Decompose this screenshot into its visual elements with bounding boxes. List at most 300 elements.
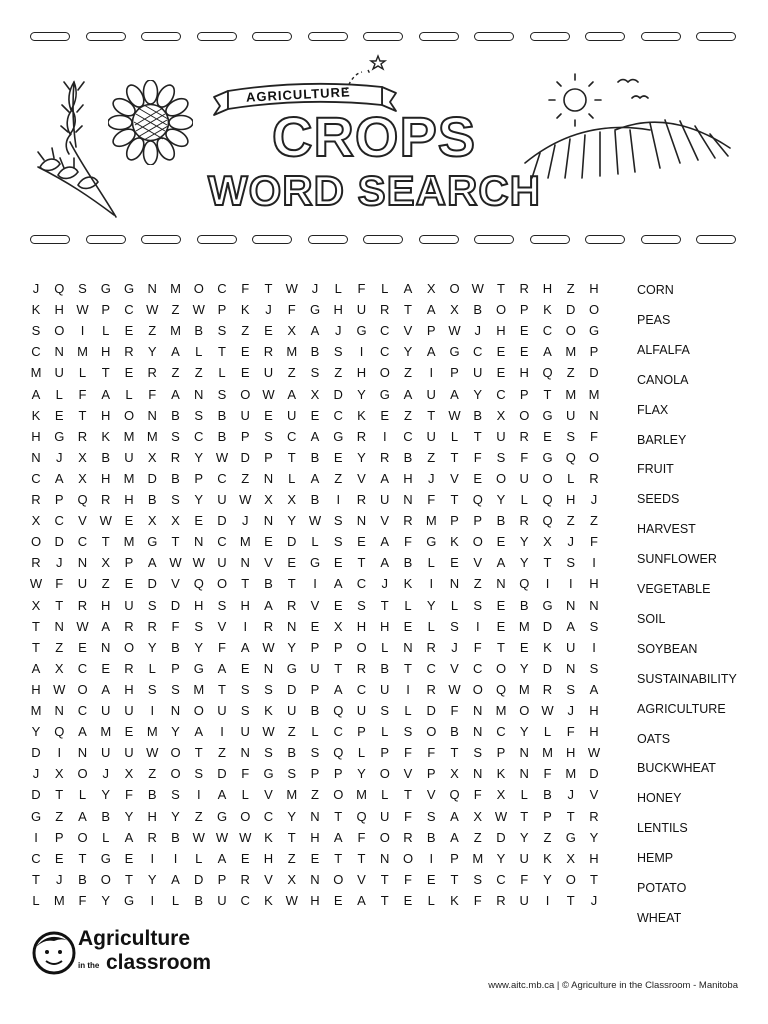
grid-letter: E [496, 534, 506, 550]
dash-segment [585, 32, 625, 41]
grid-letter: B [450, 724, 459, 740]
grid-letter: W [285, 281, 298, 296]
grid-letter: Q [565, 449, 576, 465]
grid-letter: D [217, 513, 227, 529]
grid-letter: I [545, 892, 550, 908]
grid-letter: J [102, 766, 109, 782]
grid-letter: G [379, 386, 390, 402]
grid-letter: U [263, 365, 274, 381]
grid-letter: W [494, 808, 508, 824]
grid-letter: L [102, 829, 110, 845]
grid-letter: Q [333, 703, 344, 718]
grid-letter: R [380, 302, 390, 318]
grid-letter: K [450, 892, 459, 908]
grid-letter: V [450, 470, 459, 486]
grid-letter: E [194, 513, 204, 529]
grid-letter: E [357, 534, 366, 550]
grid-letter: J [590, 492, 598, 507]
grid-letter: S [194, 618, 204, 634]
grid-letter: L [32, 892, 40, 908]
grid-letter: D [31, 745, 41, 761]
grid-letter: Y [287, 639, 297, 655]
grid-letter: L [195, 850, 203, 866]
grid-letter: U [124, 745, 134, 761]
grid-letter: U [124, 703, 134, 718]
grid-letter: Z [101, 576, 110, 592]
grid-letter: L [311, 724, 319, 740]
grid-letter: Y [101, 787, 111, 803]
grid-letter: T [404, 302, 412, 318]
grid-letter: Z [194, 365, 203, 381]
dash-segment [363, 235, 403, 244]
grid-letter: Z [334, 365, 343, 381]
grid-letter: Y [496, 492, 506, 507]
grid-letter: O [449, 281, 460, 296]
grid-letter: R [519, 513, 529, 529]
grid-letter: S [403, 724, 413, 740]
grid-letter: Q [542, 492, 553, 507]
grid-letter: E [496, 618, 506, 634]
grid-letter: X [171, 513, 180, 529]
grid-letter: E [240, 365, 250, 381]
grid-letter: X [147, 513, 157, 529]
page-title: CROPS [272, 105, 477, 168]
grid-letter: U [287, 407, 297, 423]
grid-letter: Z [287, 365, 296, 381]
grid-letter: Q [519, 576, 530, 592]
grid-letter: U [473, 365, 483, 381]
grid-letter: U [101, 745, 111, 761]
grid-letter: T [55, 597, 64, 613]
grid-letter: Z [590, 513, 598, 529]
grid-letter: H [566, 492, 576, 507]
grid-letter: V [310, 597, 320, 613]
grid-letter: X [147, 449, 157, 465]
word-list-item: POTATO [637, 881, 687, 895]
banner-text: AGRICULTURE [245, 84, 351, 105]
grid-letter: B [264, 576, 273, 592]
dash-segment [308, 235, 348, 244]
grid-letter: T [334, 808, 343, 824]
word-list-item: HARVEST [637, 522, 696, 537]
grid-letter: R [403, 829, 413, 845]
grid-letter: D [426, 703, 436, 718]
grid-letter: H [101, 344, 111, 360]
grid-letter: A [426, 344, 436, 360]
grid-letter: D [542, 660, 553, 676]
grid-letter: K [31, 407, 41, 423]
grid-letter: K [264, 892, 273, 908]
dash-segment [197, 235, 237, 244]
dash-segment [530, 32, 570, 41]
grid-letter: V [589, 787, 599, 803]
grid-letter: R [263, 344, 274, 360]
grid-letter: V [403, 323, 413, 339]
grid-letter: Y [287, 513, 297, 529]
grid-letter: D [287, 534, 297, 550]
grid-letter: C [333, 407, 343, 423]
grid-letter: T [380, 871, 389, 887]
grid-letter: O [123, 639, 135, 655]
grid-letter: U [519, 850, 529, 866]
grid-letter: E [310, 407, 320, 423]
grid-letter: L [520, 492, 528, 507]
grid-letter: T [194, 745, 203, 761]
grid-letter: L [148, 660, 156, 676]
grid-letter: P [217, 871, 227, 887]
grid-letter: T [380, 597, 389, 613]
grid-letter: H [147, 808, 157, 824]
grid-letter: C [217, 470, 227, 486]
grid-letter: T [566, 808, 575, 824]
grid-letter: R [496, 892, 506, 908]
grid-letter: B [426, 829, 436, 845]
grid-letter: A [357, 892, 366, 908]
grid-letter: I [475, 618, 480, 634]
grid-letter: Y [171, 808, 180, 824]
grid-letter: K [101, 428, 111, 444]
grid-letter: B [171, 639, 180, 655]
grid-letter: K [403, 576, 413, 592]
grid-letter: B [217, 428, 227, 444]
grid-letter: Z [404, 407, 412, 423]
grid-letter: Z [194, 808, 203, 824]
grid-letter: B [473, 407, 483, 423]
grid-letter: B [403, 555, 413, 571]
grid-letter: G [542, 407, 553, 423]
grid-letter: Z [566, 513, 575, 529]
grid-letter: E [426, 871, 436, 887]
grid-letter: A [101, 618, 111, 634]
grid-letter: D [496, 829, 506, 845]
grid-letter: V [357, 470, 366, 486]
grid-letter: P [194, 470, 204, 486]
grid-letter: F [357, 281, 366, 296]
grid-letter: Z [148, 766, 157, 782]
grid-letter: S [217, 386, 227, 402]
grid-letter: N [473, 703, 483, 718]
grid-letter: F [473, 639, 482, 655]
grid-letter: Y [543, 871, 552, 887]
grid-letter: A [333, 681, 343, 697]
grid-letter: A [217, 660, 227, 676]
grid-letter: U [217, 555, 227, 571]
grid-letter: R [263, 618, 274, 634]
grid-letter: I [313, 576, 317, 592]
grid-letter: F [78, 386, 87, 402]
grid-letter: X [566, 850, 576, 866]
grid-letter: A [496, 555, 506, 571]
grid-letter: C [473, 344, 483, 360]
grid-letter: U [217, 492, 227, 507]
grid-letter: J [451, 639, 458, 655]
logo-line1: Agriculture [78, 927, 191, 950]
grid-letter: I [80, 323, 85, 339]
grid-letter: T [32, 871, 40, 887]
grid-letter: I [150, 892, 155, 908]
grid-letter: Z [334, 470, 343, 486]
grid-letter: N [263, 470, 274, 486]
grid-letter: H [31, 681, 41, 697]
grid-letter: I [592, 639, 596, 655]
word-list-item: PEAS [637, 312, 671, 327]
grid-letter: Z [287, 850, 296, 866]
grid-letter: M [239, 534, 251, 550]
grid-letter: Z [311, 787, 319, 803]
grid-letter: J [32, 281, 40, 296]
grid-letter: A [287, 386, 297, 402]
grid-letter: Y [357, 386, 366, 402]
word-list-item: ALFALFA [637, 342, 690, 357]
grid-letter: R [147, 365, 157, 381]
grid-letter: A [450, 829, 459, 845]
grid-letter: E [403, 892, 413, 908]
grid-letter: L [381, 724, 389, 740]
grid-letter: M [518, 618, 530, 634]
grid-letter: C [380, 323, 390, 339]
grid-letter: S [171, 787, 180, 803]
grid-letter: N [77, 745, 88, 761]
grid-letter: P [310, 639, 320, 655]
grid-letter: S [310, 745, 320, 761]
grid-letter: Y [519, 555, 529, 571]
grid-letter: Q [54, 281, 65, 296]
grid-letter: E [240, 660, 250, 676]
grid-letter: H [496, 323, 506, 339]
grid-letter: T [404, 660, 412, 676]
grid-letter: E [54, 407, 64, 423]
grid-letter: Y [403, 344, 413, 360]
grid-letter: D [333, 386, 343, 402]
grid-letter: H [101, 597, 111, 613]
grid-letter: P [380, 745, 390, 761]
grid-letter: X [450, 766, 459, 782]
grid-letter: M [77, 344, 88, 360]
grid-letter: U [54, 365, 64, 381]
grid-letter: F [473, 892, 482, 908]
grid-letter: L [427, 555, 435, 571]
grid-letter: G [263, 766, 274, 782]
dash-segment [530, 235, 570, 244]
grid-letter: I [336, 492, 341, 507]
grid-letter: X [287, 492, 297, 507]
grid-letter: M [123, 428, 135, 444]
grid-letter: T [450, 871, 459, 887]
grid-letter: U [101, 703, 111, 718]
grid-letter: L [78, 787, 87, 803]
grid-letter: R [77, 428, 88, 444]
grid-letter: I [382, 428, 387, 444]
grid-letter: Z [55, 808, 64, 824]
grid-letter: E [240, 850, 250, 866]
grid-letter: O [77, 829, 88, 845]
grid-letter: A [380, 470, 390, 486]
grid-letter: X [31, 513, 41, 529]
grid-letter: H [101, 470, 111, 486]
grid-letter: S [589, 618, 599, 634]
grid-letter: J [32, 766, 40, 782]
grid-letter: B [147, 492, 157, 507]
grid-letter: F [566, 724, 575, 740]
grid-letter: G [565, 829, 576, 845]
grid-letter: Y [287, 808, 297, 824]
word-list-item: FRUIT [637, 462, 674, 477]
grid-letter: N [403, 492, 413, 507]
grid-letter: R [356, 428, 367, 444]
grid-letter: I [429, 365, 434, 381]
grid-letter: Z [171, 365, 180, 381]
grid-letter: D [287, 681, 297, 697]
grid-letter: P [519, 302, 529, 318]
grid-letter: B [101, 808, 111, 824]
grid-letter: W [285, 892, 298, 908]
grid-letter: N [566, 660, 576, 676]
grid-letter: W [215, 829, 229, 845]
grid-letter: A [78, 724, 87, 740]
grid-letter: L [195, 344, 203, 360]
word-list-item: VEGETABLE [637, 582, 711, 596]
grid-letter: G [426, 534, 437, 550]
grid-letter: U [566, 407, 576, 423]
grid-letter: O [472, 681, 483, 697]
dash-segment [141, 235, 181, 244]
grid-letter: O [54, 323, 65, 339]
grid-letter: P [426, 766, 436, 782]
grid-letter: E [543, 428, 552, 444]
dash-segment [197, 32, 237, 41]
grid-letter: T [334, 850, 343, 866]
grid-letter: O [240, 386, 251, 402]
grid-letter: L [450, 597, 459, 613]
grid-letter: U [356, 302, 367, 318]
grid-letter: A [171, 871, 180, 887]
grid-letter: M [286, 787, 298, 803]
grid-letter: C [496, 386, 506, 402]
grid-letter: Y [589, 829, 599, 845]
grid-letter: H [519, 365, 529, 381]
grid-letter: A [78, 808, 87, 824]
grid-letter: H [263, 850, 274, 866]
grid-letter: T [357, 555, 366, 571]
grid-letter: Z [241, 470, 250, 486]
grid-letter: E [310, 618, 320, 634]
grid-letter: F [473, 787, 482, 803]
grid-letter: A [310, 470, 320, 486]
grid-letter: R [170, 449, 181, 465]
grid-letter: Y [147, 871, 157, 887]
grid-letter: X [78, 470, 87, 486]
grid-letter: Q [542, 365, 553, 381]
grid-letter: E [287, 555, 297, 571]
dash-segment [696, 32, 736, 41]
word-list-item: OATS [637, 731, 671, 746]
grid-letter: S [589, 660, 599, 676]
grid-letter: D [542, 618, 553, 634]
grid-letter: S [357, 597, 366, 613]
grid-letter: J [590, 892, 598, 908]
grid-letter: C [473, 660, 483, 676]
grid-letter: O [356, 639, 367, 655]
grid-letter: C [496, 724, 506, 740]
grid-letter: S [194, 766, 204, 782]
dash-segment [419, 235, 459, 244]
grid-letter: T [55, 787, 64, 803]
grid-letter: I [429, 850, 434, 866]
grid-letter: S [333, 344, 343, 360]
grid-letter: N [310, 808, 320, 824]
grid-letter: O [123, 407, 135, 423]
grid-letter: R [124, 618, 134, 634]
grid-letter: A [403, 281, 413, 296]
grid-letter: Z [473, 576, 482, 592]
grid-letter: T [543, 386, 552, 402]
dash-segment [308, 32, 348, 41]
grid-letter: M [588, 386, 600, 402]
grid-letter: O [519, 407, 530, 423]
word-list-item: SOYBEAN [637, 641, 698, 656]
grid-letter: T [520, 808, 529, 824]
grid-letter: G [100, 281, 111, 296]
grid-letter: Z [148, 323, 157, 339]
grid-letter: P [333, 639, 343, 655]
grid-letter: T [32, 618, 40, 634]
grid-letter: N [380, 850, 390, 866]
grid-letter: Z [427, 449, 436, 465]
grid-letter: H [31, 428, 41, 444]
grid-letter: O [495, 660, 507, 676]
grid-letter: Q [77, 492, 88, 507]
grid-letter: N [519, 745, 529, 761]
aitc-logo [30, 925, 220, 995]
grid-letter: L [381, 639, 389, 655]
grid-letter: R [380, 449, 390, 465]
grid-letter: H [333, 302, 343, 318]
grid-letter: F [473, 449, 482, 465]
grid-letter: R [589, 808, 599, 824]
grid-letter: N [263, 660, 274, 676]
grid-letter: Z [287, 724, 296, 740]
grid-letter: R [589, 470, 599, 486]
grid-letter: Q [193, 576, 204, 592]
grid-letter: J [56, 871, 63, 887]
grid-letter: I [592, 555, 596, 571]
grid-letter: F [171, 618, 180, 634]
grid-letter: S [78, 281, 87, 296]
grid-letter: R [542, 681, 553, 697]
grid-letter: E [333, 449, 343, 465]
grid-letter: S [566, 428, 576, 444]
grid-letter: A [194, 724, 204, 740]
grid-letter: B [310, 492, 320, 507]
grid-letter: U [380, 492, 390, 507]
grid-letter: S [473, 745, 483, 761]
grid-letter: D [589, 766, 599, 782]
grid-letter: K [264, 829, 273, 845]
dash-segment [696, 235, 736, 244]
grid-letter: M [356, 787, 367, 803]
grid-letter: E [519, 344, 529, 360]
grid-letter: D [217, 766, 227, 782]
grid-letter: N [263, 513, 274, 529]
grid-letter: V [426, 787, 436, 803]
grid-letter: T [450, 492, 459, 507]
grid-letter: T [380, 892, 389, 908]
grid-letter: B [519, 597, 529, 613]
grid-letter: W [541, 703, 554, 718]
grid-letter: A [264, 597, 273, 613]
grid-letter: I [150, 850, 155, 866]
grid-letter: L [311, 534, 319, 550]
